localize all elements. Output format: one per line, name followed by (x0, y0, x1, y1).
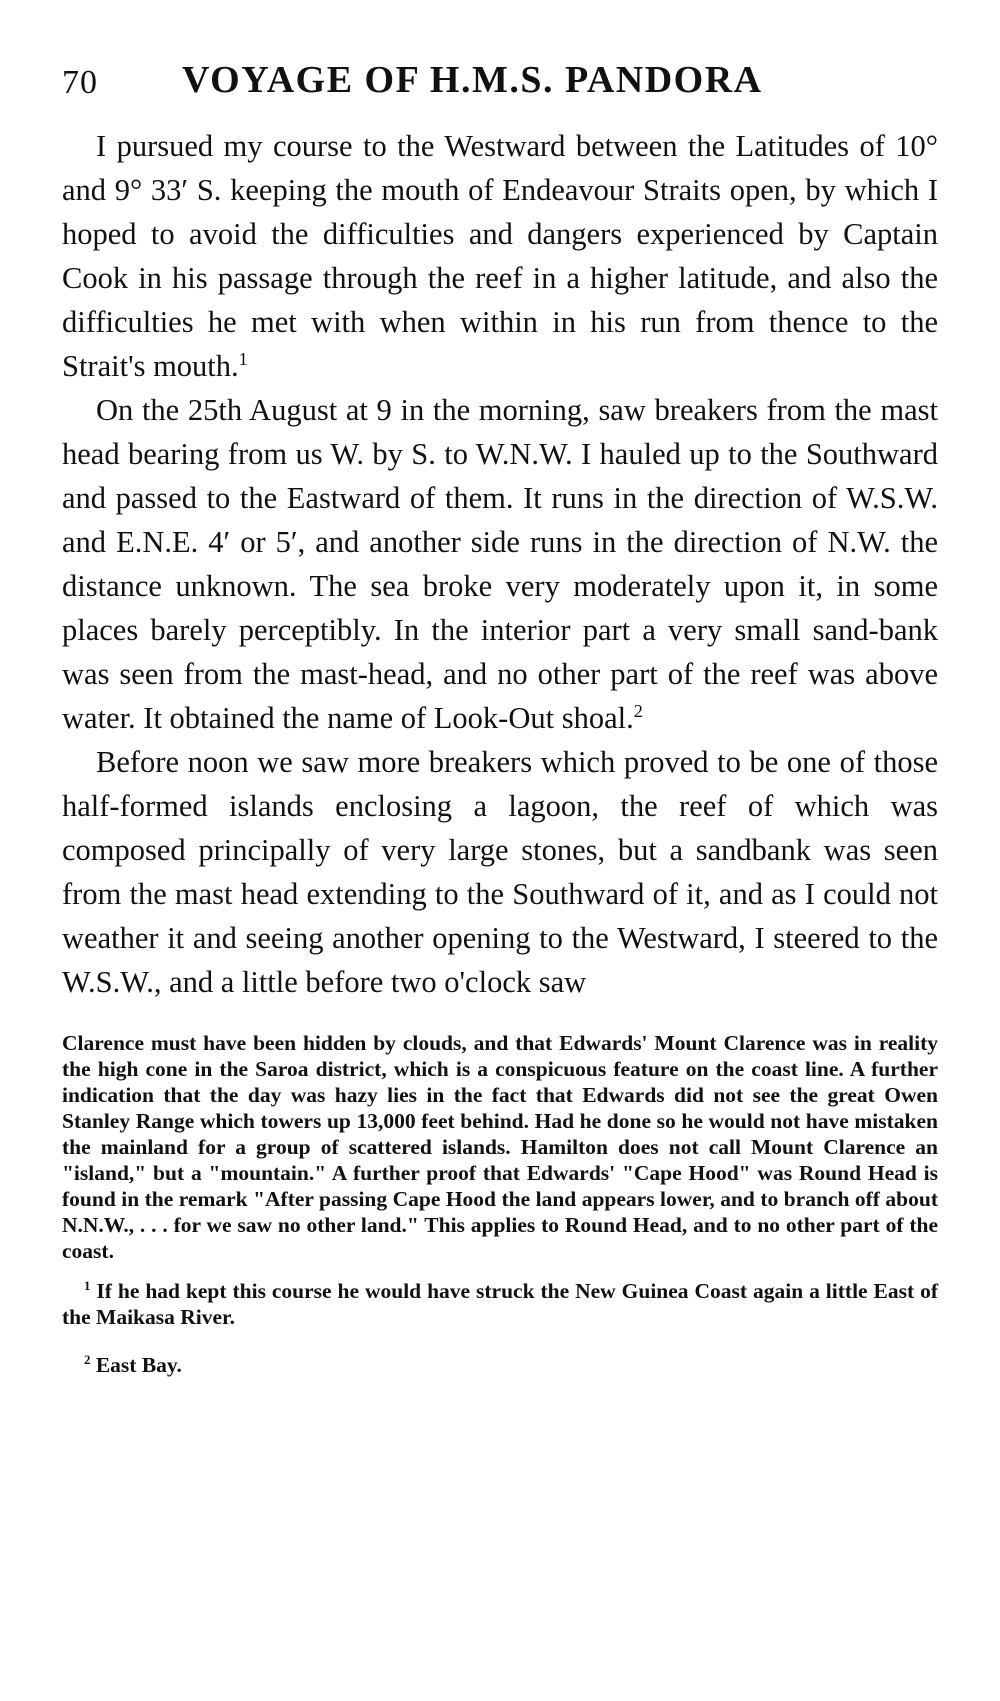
paragraph-text: I pursued my course to the Westward between the Latitudes of 10° and 9° 33′ S. keeping the mouth of Endeavour Straits open, by which I hoped to avoid the difficulties and dangers experienced by Captain Cook in his passage through the reef in a higher latitude, and also the difficulties he met with when within in his run from thence to the Strait's mouth. (62, 129, 938, 383)
running-head: VOYAGE OF H.M.S. PANDORA (182, 59, 763, 101)
footnotes-section (62, 1030, 938, 1378)
footnote-marker: 2 (84, 1352, 91, 1367)
main-text (62, 124, 938, 1004)
body-paragraph (62, 124, 938, 388)
footnote (62, 1278, 938, 1330)
book-page (62, 58, 938, 1378)
paragraph-text: On the 25th August at 9 in the morning, saw breakers from the mast head bearing from us W. by S. to W.N.W. I hauled up to the Southward and passed to the Eastward of them. It runs in the direction of W.S.W. and E.N.E. 4′ or 5′, and another side runs in the direction of N.W. the distance unknown. The sea broke very moderately upon it, in some places barely perceptibly. In the interior part a very small sand-bank was seen from the mast-head, and no other part of the reef was above water. It obtained the name of Look-Out shoal. (62, 393, 938, 735)
page-number: 70 (62, 64, 98, 101)
page-header (62, 58, 938, 112)
footnote-ref: 2 (633, 700, 643, 721)
continued-footnote: Clarence must have been hidden by clouds, and that Edwards' Mount Clarence was in reality the high cone in the Saroa district, which is a conspicuous feature on the coast line. A further indication that the day was hazy lies in the fact that Edwards did not see the great Owen Stanley Range which towers up 13,000 feet behind. Had he done so he would not have mistaken the mainland for a group of scattered islands. Hamilton does not call Mount Clarence an "island," but a "mountain." A further proof that Edwards' "Cape Hood" was Round Head is found in the remark "After passing Cape Hood the land appears lower, and to branch off about N.N.W., . . . for we saw no other land." This applies to Round Head, and to no other part of the coast. (62, 1031, 938, 1263)
body-paragraph (62, 388, 938, 740)
paragraph-text: Before noon we saw more breakers which proved to be one of those half-formed islands enclosing a lagoon, the reef of which was composed principally of very large stones, but a sandbank was seen from the mast head extending to the Southward of it, and as I could not weather it and seeing another opening to the Westward, I steered to the W.S.W., and a little before two o'clock saw (62, 745, 938, 999)
footnote (62, 1352, 938, 1378)
footnote-text: If he had kept this course he would have struck the New Guinea Coast again a little East of the Maikasa River. (62, 1279, 938, 1329)
body-paragraph (62, 740, 938, 1004)
footnote-marker: 1 (84, 1278, 91, 1293)
footnote-ref: 1 (238, 348, 248, 369)
footnote-text: East Bay. (95, 1353, 182, 1377)
